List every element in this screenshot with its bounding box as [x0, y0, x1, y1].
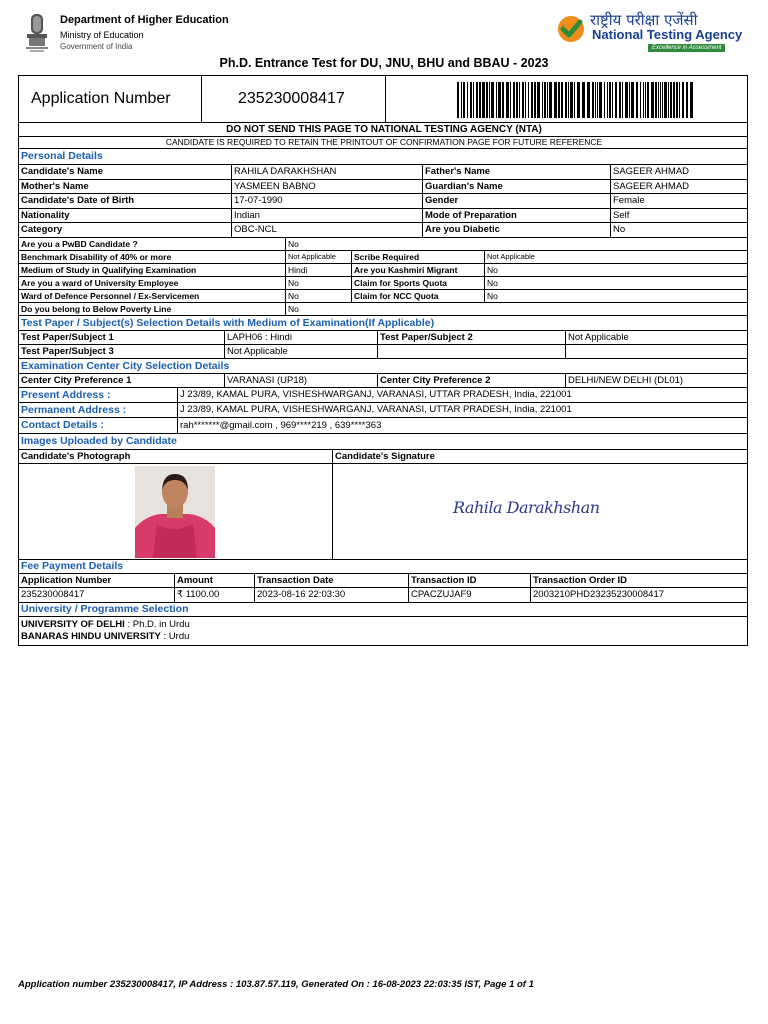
- signature-cell: [332, 464, 747, 559]
- fee-value: ₹ 1100.00: [174, 588, 254, 602]
- ministry-name: Ministry of Education: [60, 30, 144, 40]
- bpl-row: [19, 303, 747, 316]
- table-row: [19, 180, 747, 194]
- label-cell: Mother's Name: [21, 181, 89, 192]
- table-row: [19, 290, 747, 303]
- fee-column-header: Transaction Date: [254, 574, 408, 587]
- table-row: [19, 388, 747, 403]
- value-cell: No: [285, 277, 351, 289]
- label-cell: Are you Kashmiri Migrant: [351, 264, 484, 276]
- notice-row: [19, 123, 747, 137]
- label-cell: Guardian's Name: [422, 180, 610, 193]
- bpl-value: No: [285, 303, 747, 315]
- city-preference-1-label: Center City Preference 1: [21, 375, 132, 386]
- test-paper-heading: Test Paper / Subject(s) Selection Details with Medium of Examination(If Applicable): [21, 317, 435, 329]
- label-cell: Ward of Defence Personnel / Ex-Servicemen: [21, 291, 200, 301]
- label-cell: Claim for NCC Quota: [351, 290, 484, 302]
- photo-label: Candidate's Photograph: [21, 451, 131, 462]
- programme-name: : Ph.D. in Urdu: [124, 619, 190, 630]
- table-row: [19, 345, 747, 359]
- university-heading: University / Programme Selection: [21, 603, 189, 615]
- list-item: [21, 619, 190, 631]
- candidate-photo: [135, 466, 215, 558]
- label-cell: [377, 345, 565, 358]
- exam-city-heading: Examination Center City Selection Details: [21, 360, 230, 372]
- images-row: [19, 464, 747, 560]
- department-name: Department of Higher Education: [60, 14, 229, 26]
- label-cell: Scribe Required: [351, 251, 484, 263]
- permanent-address-label: Permanent Address :: [21, 404, 127, 416]
- label-cell: Are you Diabetic: [422, 223, 610, 237]
- label-cell: Test Paper/Subject 1: [21, 332, 114, 343]
- university-list: [21, 619, 190, 643]
- value-cell: YASMEEN BABNO: [231, 180, 422, 193]
- present-address-value: J 23/89, KAMAL PURA, VISHESHWARGANJ, VARANASI, UTTAR PRADESH, India, 221001: [177, 388, 747, 402]
- fee-heading: Fee Payment Details: [21, 560, 124, 572]
- fee-column-header: Application Number: [21, 575, 112, 586]
- label-cell: Father's Name: [422, 165, 610, 179]
- bpl-label: Do you belong to Below Poverty Line: [21, 304, 172, 314]
- fee-value: CPACZUJAF9: [408, 588, 530, 602]
- value-cell: RAHILA DARAKHSHAN: [231, 165, 422, 179]
- label-cell: Mode of Preparation: [422, 209, 610, 222]
- value-cell: LAPH06 : Hindi: [224, 331, 377, 344]
- table-row: [19, 209, 747, 223]
- pwbd-row: [19, 238, 747, 251]
- city-preference-1-value: VARANASI (UP18): [224, 374, 377, 387]
- table-row: [19, 418, 747, 434]
- label-cell: Candidate's Date of Birth: [21, 195, 135, 206]
- page-footer: Application number 235230008417, IP Address : 103.87.57.119, Generated On : 16-08-2023 22:03:35 IST, Page 1 of 1: [18, 979, 534, 990]
- contact-details-value: rah*******@gmail.com , 969****219 , 639****363: [177, 418, 747, 433]
- value-cell: 17-07-1990: [231, 194, 422, 208]
- value-cell: Not Applicable: [285, 251, 351, 263]
- university-name: UNIVERSITY OF DELHI: [21, 619, 125, 630]
- table-row: [19, 403, 747, 418]
- table-row: [19, 251, 747, 264]
- present-address-label: Present Address :: [21, 389, 111, 401]
- application-number-box: [18, 75, 748, 123]
- table-row: [19, 331, 747, 345]
- personal-details-heading: Personal Details: [21, 150, 103, 162]
- label-cell: Test Paper/Subject 3: [21, 346, 114, 357]
- label-cell: Medium of Study in Qualifying Examination: [21, 265, 197, 275]
- permanent-address-value: J 23/89, KAMAL PURA, VISHESHWARGANJ, VARANASI, UTTAR PRADESH, India, 221001: [177, 403, 747, 417]
- exam-city-heading-row: [19, 359, 747, 374]
- label-cell: Gender: [422, 194, 610, 208]
- signature-label: Candidate's Signature: [332, 450, 747, 463]
- page-title: Ph.D. Entrance Test for DU, JNU, BHU and BBAU - 2023: [219, 56, 549, 70]
- value-cell: [565, 345, 747, 358]
- personal-heading-row: [19, 149, 747, 165]
- fee-header-row: [19, 574, 747, 588]
- university-name: BANARAS HINDU UNIVERSITY: [21, 631, 161, 642]
- images-label-row: [19, 450, 747, 464]
- value-cell: SAGEER AHMAD: [610, 180, 747, 193]
- value-cell: SAGEER AHMAD: [610, 165, 747, 179]
- table-row: [19, 223, 747, 238]
- value-cell: No: [484, 290, 747, 302]
- programme-name: : Urdu: [160, 631, 190, 642]
- application-number-label: Application Number: [19, 76, 202, 122]
- nta-hindi-name: राष्ट्रीय परीक्षा एजेंसी: [590, 11, 698, 29]
- value-cell: OBC-NCL: [231, 223, 422, 237]
- contact-details-label: Contact Details :: [21, 419, 104, 431]
- checkmark-logo-icon: [556, 14, 586, 44]
- value-cell: Female: [610, 194, 747, 208]
- nta-logo: [556, 10, 756, 56]
- images-heading: Images Uploaded by Candidate: [21, 435, 177, 447]
- confirmation-table: [18, 123, 748, 646]
- test-paper-heading-row: [19, 316, 747, 331]
- candidate-signature: Rahila Darakhshan: [453, 498, 600, 517]
- fee-heading-row: [19, 560, 747, 574]
- government-name: Government of India: [60, 42, 133, 51]
- retain-notice: CANDIDATE IS REQUIRED TO RETAIN THE PRINTOUT OF CONFIRMATION PAGE FOR FUTURE REFERENCE: [165, 137, 603, 147]
- value-cell: No: [285, 290, 351, 302]
- table-row: [19, 374, 747, 388]
- label-cell: Benchmark Disability of 40% or more: [21, 252, 172, 262]
- city-preference-2-label: Center City Preference 2: [377, 374, 565, 387]
- label-cell: Test Paper/Subject 2: [377, 331, 565, 344]
- value-cell: Indian: [231, 209, 422, 222]
- fee-value-row: [19, 588, 747, 603]
- nta-tagline: Excellence in Assessment: [648, 44, 725, 52]
- label-cell: Candidate's Name: [21, 166, 103, 177]
- table-row: [19, 165, 747, 180]
- fee-column-header: Amount: [174, 574, 254, 587]
- label-cell: Are you a ward of University Employee: [21, 278, 179, 288]
- value-cell: Self: [610, 209, 747, 222]
- national-emblem-icon: [22, 12, 52, 54]
- label-cell: Claim for Sports Quota: [351, 277, 484, 289]
- value-cell: Hindi: [285, 264, 351, 276]
- value-cell: Not Applicable: [224, 345, 377, 358]
- value-cell: Not Applicable: [484, 251, 747, 263]
- photo-cell: [19, 464, 332, 559]
- pwbd-value: No: [285, 238, 747, 250]
- label-cell: Nationality: [21, 210, 70, 221]
- city-preference-2-value: DELHI/NEW DELHI (DL01): [565, 374, 747, 387]
- pwbd-label: Are you a PwBD Candidate ?: [21, 239, 138, 249]
- list-item: [21, 631, 190, 643]
- university-heading-row: [19, 603, 747, 617]
- application-number-value: 235230008417: [202, 76, 386, 122]
- do-not-send-notice: DO NOT SEND THIS PAGE TO NATIONAL TESTING AGENCY (NTA): [226, 124, 542, 135]
- fee-value: 2003210PHD23235230008417: [530, 588, 747, 602]
- value-cell: No: [484, 277, 747, 289]
- fee-value: 2023-08-16 22:03:30: [254, 588, 408, 602]
- label-cell: Category: [21, 224, 63, 235]
- table-row: [19, 264, 747, 277]
- barcode-icon: [457, 82, 697, 118]
- images-heading-row: [19, 434, 747, 450]
- fee-column-header: Transaction Order ID: [530, 574, 747, 587]
- value-cell: Not Applicable: [565, 331, 747, 344]
- fee-column-header: Transaction ID: [408, 574, 530, 587]
- ministry-header: [22, 12, 282, 54]
- value-cell: No: [484, 264, 747, 276]
- retain-row: [19, 137, 747, 149]
- table-row: [19, 277, 747, 290]
- nta-english-name: National Testing Agency: [592, 27, 743, 42]
- fee-value: 235230008417: [21, 589, 85, 600]
- value-cell: No: [610, 223, 747, 237]
- table-row: [19, 194, 747, 209]
